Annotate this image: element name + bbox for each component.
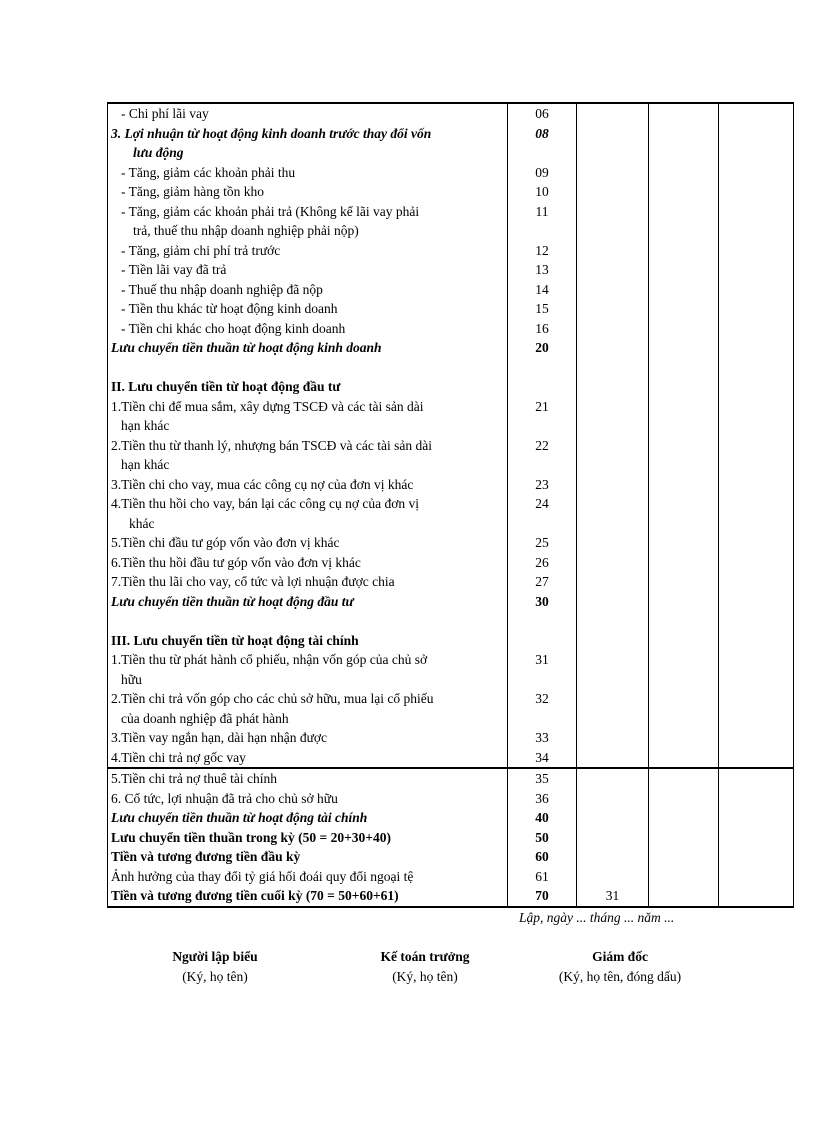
- row-code: 20: [508, 338, 577, 358]
- row-label: - Tăng, giảm các khoản phải trả (Không kể lãi vay phải: [121, 203, 420, 219]
- row-label-cont: trả, thuế thu nhập doanh nghiệp phải nộp): [133, 223, 359, 238]
- row-code: 33: [508, 728, 577, 748]
- table-row: [108, 553, 794, 573]
- row-code: 13: [508, 260, 577, 280]
- table-row: [108, 689, 794, 728]
- row-label: 6.Tiền thu hồi đầu tư góp vốn vào đơn vị khác: [111, 554, 361, 570]
- row-code: 32: [508, 689, 577, 728]
- row-code: 15: [508, 299, 577, 319]
- table-row: [108, 533, 794, 553]
- row-code: 70: [508, 886, 577, 907]
- row-label: - Thuế thu nhập doanh nghiệp đã nộp: [121, 281, 323, 297]
- row-code: 50: [508, 828, 577, 848]
- row-code: 30: [508, 592, 577, 612]
- table-row: [108, 241, 794, 261]
- table-row: [108, 748, 794, 769]
- row-label: Tiền và tương đương tiền cuối kỳ (70 = 50+60+61): [111, 888, 399, 903]
- signature-hint: (Ký, họ tên): [392, 969, 458, 984]
- table-row: [108, 280, 794, 300]
- row-label: 2.Tiền chi trả vốn góp cho các chủ sở hữu, mua lại cổ phiếu: [111, 691, 434, 706]
- row-note-value: 31: [577, 886, 649, 907]
- row-label-cont: của doanh nghiệp đã phát hành: [121, 710, 289, 726]
- row-label: 2.Tiền thu từ thanh lý, nhượng bán TSCĐ và các tài sản dài: [111, 437, 432, 453]
- section-heading: II. Lưu chuyển tiền từ hoạt động đầu tư: [111, 379, 341, 394]
- row-label: 4.Tiền chi trả nợ gốc vay: [111, 749, 246, 765]
- table-row: [108, 319, 794, 339]
- row-code: 14: [508, 280, 577, 300]
- table-row: [108, 728, 794, 748]
- table-row: [108, 867, 794, 887]
- row-label: 7.Tiền thu lãi cho vay, cổ tức và lợi nhuận được chia: [111, 574, 395, 589]
- row-label: - Tiền chi khác cho hoạt động kinh doanh: [121, 320, 346, 336]
- row-label: - Tăng, giảm chi phí trả trước: [121, 242, 281, 258]
- row-label: Lưu chuyển tiền thuần trong kỳ (50 = 20+30+40): [111, 829, 391, 845]
- place-date-line: Lập, ngày ... tháng ... năm ...: [519, 910, 675, 925]
- table-row: [108, 768, 794, 789]
- table-row: [108, 808, 794, 828]
- cash-flow-statement-table: [107, 102, 793, 908]
- table-row: [108, 592, 794, 612]
- section-heading-row: [108, 631, 794, 651]
- row-code: 40: [508, 808, 577, 828]
- row-label: - Tiền thu khác từ hoạt động kinh doanh: [121, 301, 338, 316]
- table-row: [108, 260, 794, 280]
- row-code: 35: [508, 768, 577, 789]
- signature-role: Kế toán trưởng: [380, 949, 470, 964]
- table-row-blank: [108, 611, 794, 631]
- row-code: 34: [508, 748, 577, 769]
- table-row-blank: [108, 358, 794, 378]
- section-heading-row: [108, 377, 794, 397]
- signature-chief-accountant: [340, 947, 510, 987]
- signature-director: [535, 947, 705, 987]
- row-label-cont: hạn khác: [121, 457, 170, 472]
- row-label: 1.Tiền chi để mua sắm, xây dựng TSCĐ và các tài sản dài: [111, 398, 424, 414]
- table-row: [108, 397, 794, 436]
- table-row: [108, 338, 794, 358]
- row-code: 06: [508, 103, 577, 124]
- row-code: 25: [508, 533, 577, 553]
- row-code: 11: [508, 202, 577, 241]
- row-code: 23: [508, 475, 577, 495]
- row-code: 08: [508, 124, 577, 163]
- table-row: [108, 847, 794, 867]
- table-row: [108, 886, 794, 907]
- row-label: Ảnh hưởng của thay đổi tỷ giá hối đoái quy đổi ngoại tệ: [111, 868, 414, 884]
- table-row: [108, 650, 794, 689]
- row-code: 27: [508, 572, 577, 592]
- signature-hint: (Ký, họ tên, đóng dấu): [558, 969, 682, 984]
- row-label: 3.Tiền vay ngắn hạn, dài hạn nhận được: [111, 730, 328, 745]
- row-label: 3.Tiền chi cho vay, mua các công cụ nợ của đơn vị khác: [111, 476, 414, 492]
- row-code: 22: [508, 436, 577, 475]
- row-code: 31: [508, 650, 577, 689]
- row-label: 3. Lợi nhuận từ hoạt động kinh doanh trước thay đổi vốn: [111, 125, 432, 141]
- signature-hint: (Ký, họ tên): [182, 969, 248, 984]
- row-code: 60: [508, 847, 577, 867]
- row-label: 5.Tiền chi trả nợ thuê tài chính: [111, 771, 277, 786]
- row-label: - Chi phí lãi vay: [121, 106, 209, 121]
- section-heading: III. Lưu chuyển tiền từ hoạt động tài chính: [111, 632, 359, 648]
- row-code: 24: [508, 494, 577, 533]
- table-row: [108, 182, 794, 202]
- row-label: Lưu chuyển tiền thuần từ hoạt động kinh doanh: [111, 340, 382, 355]
- table-row: [108, 494, 794, 533]
- row-label: - Tiền lãi vay đã trả: [121, 262, 227, 277]
- table-row: [108, 299, 794, 319]
- table-row: [108, 572, 794, 592]
- row-label-cont: khác: [129, 515, 155, 531]
- row-label: Lưu chuyển tiền thuần từ hoạt động tài chính: [111, 810, 368, 825]
- table-row: [108, 163, 794, 183]
- table-row: [108, 475, 794, 495]
- row-code: 36: [508, 789, 577, 809]
- row-code: 26: [508, 553, 577, 573]
- table-row: [108, 202, 794, 241]
- row-label: Lưu chuyển tiền thuần từ hoạt động đầu tư: [111, 593, 354, 609]
- row-label: - Tăng, giảm các khoản phải thu: [121, 164, 296, 180]
- row-code: 09: [508, 163, 577, 183]
- table-row: [108, 124, 794, 163]
- row-label: 5.Tiền chi đầu tư góp vốn vào đơn vị khác: [111, 535, 340, 550]
- row-label: 6. Cổ tức, lợi nhuận đã trả cho chủ sở hữu: [111, 790, 338, 806]
- table-row: [108, 103, 794, 124]
- table-row: [108, 789, 794, 809]
- signature-preparer: [130, 947, 300, 987]
- row-label: - Tăng, giảm hàng tồn kho: [121, 184, 264, 199]
- row-code: 21: [508, 397, 577, 436]
- signature-role: Giám đốc: [592, 949, 648, 964]
- row-label-cont: lưu động: [133, 145, 184, 160]
- row-code: 61: [508, 867, 577, 887]
- row-code: 12: [508, 241, 577, 261]
- table-row: [108, 828, 794, 848]
- row-label: 1.Tiền thu từ phát hành cổ phiếu, nhận vốn góp của chủ sở: [111, 652, 428, 667]
- row-code: 16: [508, 319, 577, 339]
- row-label: Tiền và tương đương tiền đầu kỳ: [111, 849, 301, 864]
- table-row: [108, 436, 794, 475]
- row-code: 10: [508, 182, 577, 202]
- signature-role: Người lập biểu: [172, 949, 258, 964]
- row-label-cont: hữu: [121, 671, 142, 687]
- row-label-cont: hạn khác: [121, 418, 170, 433]
- row-label: 4.Tiền thu hồi cho vay, bán lại các công cụ nợ của đơn vị: [111, 496, 419, 511]
